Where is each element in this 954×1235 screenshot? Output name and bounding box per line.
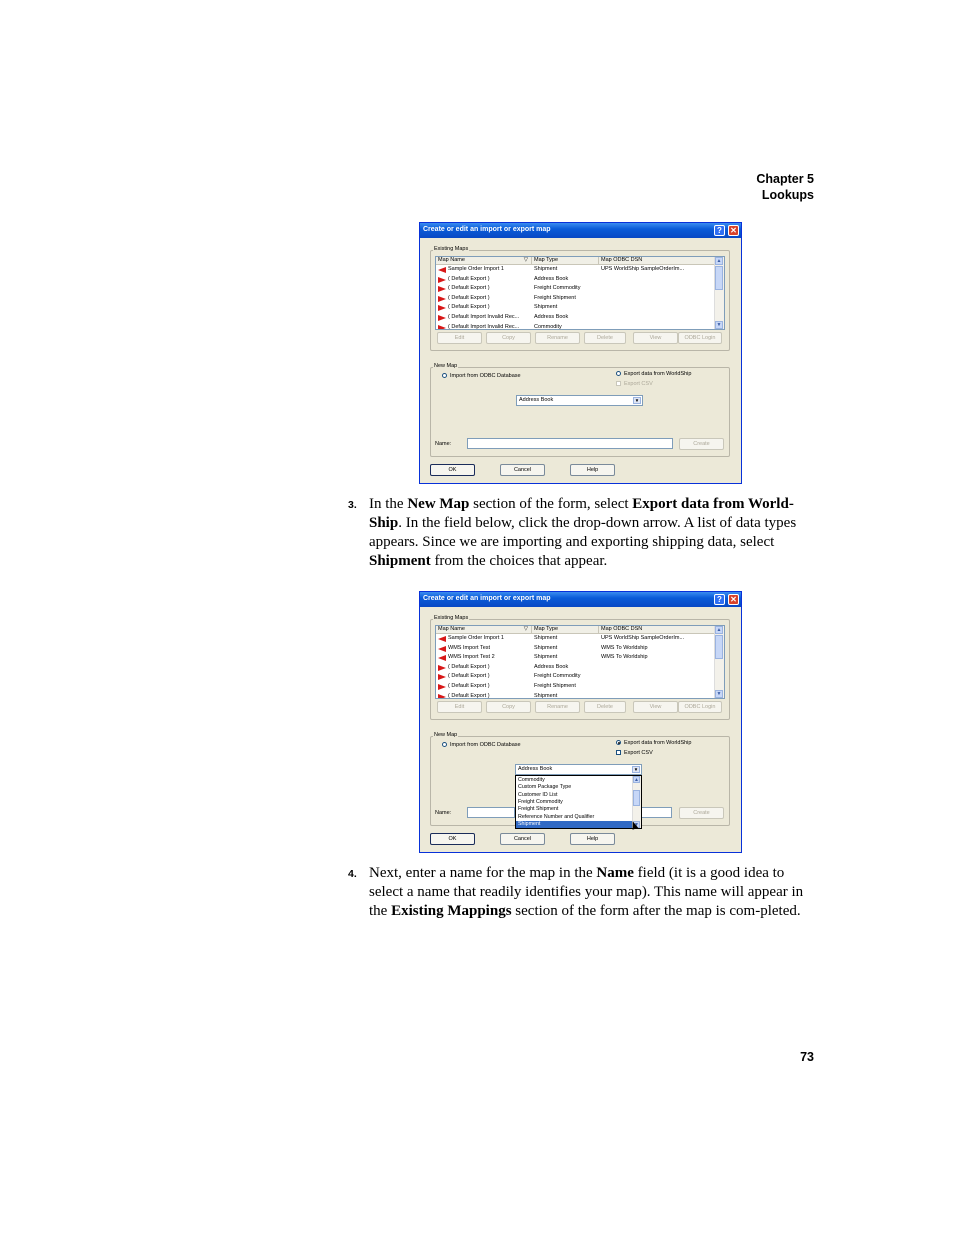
chapter-label: Chapter 5	[756, 172, 814, 186]
cell-name: ( Default Export )	[448, 683, 490, 689]
map-type-combo[interactable]: Address Book ▼	[516, 395, 643, 406]
table-row[interactable]	[436, 284, 716, 294]
radio-icon	[616, 371, 621, 376]
checkbox-icon	[616, 750, 621, 755]
cell-type: Address Book	[534, 663, 569, 670]
scroll-up-icon[interactable]: ▲	[716, 258, 722, 264]
cell-type: Freight Commodity	[534, 673, 581, 680]
scroll-down-icon[interactable]: ▼	[716, 322, 722, 328]
list-scrollbar[interactable]	[714, 626, 724, 698]
cell-dsn: UPS WorldShip SampleOrderIm...	[601, 635, 685, 641]
existing-maps-label: Existing Maps	[434, 246, 469, 252]
cell-name: ( Default Import Invalid Rec...	[448, 314, 520, 320]
table-row[interactable]	[436, 682, 716, 692]
table-row[interactable]	[436, 663, 716, 673]
scroll-down-icon[interactable]: ▼	[634, 822, 639, 828]
cell-name: Sample Order Import 1	[448, 266, 504, 272]
export-csv-checkbox[interactable]: Export CSV	[616, 750, 653, 757]
copy-button[interactable]: Copy	[486, 701, 531, 713]
cancel-button[interactable]: Cancel	[500, 833, 545, 845]
cell-dsn: WMS To Worldship	[601, 644, 648, 651]
cell-type: Address Book	[534, 275, 569, 282]
cell-name: ( Default Export )	[448, 275, 490, 282]
export-arrow-icon	[438, 286, 446, 292]
table-row[interactable]	[436, 644, 716, 654]
import-arrow-icon	[438, 267, 446, 273]
cell-type: Shipment	[534, 266, 558, 272]
cell-name: ( Default Export )	[448, 285, 490, 292]
table-row[interactable]	[436, 653, 716, 663]
map-dialog-1	[419, 222, 742, 484]
dropdown-option[interactable]: Commodity	[518, 777, 545, 783]
dropdown-option[interactable]: Freight Commodity	[518, 798, 563, 805]
table-row[interactable]	[436, 323, 716, 330]
title-bar	[420, 223, 741, 238]
ok-button[interactable]: OK	[430, 833, 475, 845]
scroll-down-icon[interactable]: ▼	[716, 691, 722, 697]
name-label: Name:	[435, 810, 452, 816]
running-header	[756, 171, 814, 203]
step-number: 3.	[348, 499, 357, 511]
step-text: Next, enter a name for the map in the Name field (it is a good idea to select a name that readily identifies your map). This name will appear in the Existing Mappings section of the form after the map is com-pleted.	[369, 865, 804, 919]
map-dialog-2	[419, 591, 742, 853]
cell-type: Shipment	[534, 304, 558, 311]
cancel-button[interactable]: Cancel	[500, 464, 545, 476]
col-header-type[interactable]: Map Type	[532, 257, 599, 265]
radio-icon	[442, 742, 447, 747]
cell-name: ( Default Export )	[448, 304, 490, 311]
delete-button[interactable]: Delete	[584, 701, 626, 713]
edit-button[interactable]: Edit	[437, 332, 482, 344]
page-number: 73	[800, 1050, 814, 1064]
col-header-dsn[interactable]: Map ODBC DSN	[599, 626, 717, 634]
cell-name: ( Default Export )	[448, 663, 490, 670]
cell-type: Address Book	[534, 314, 569, 320]
export-arrow-icon	[438, 665, 446, 671]
radio-icon	[442, 373, 447, 378]
import-arrow-icon	[438, 655, 446, 661]
export-radio[interactable]: Export data from WorldShip	[616, 371, 691, 378]
export-arrow-icon	[438, 674, 446, 680]
cell-name: WMS Import Test 2	[448, 654, 495, 661]
cell-dsn: WMS To Worldship	[601, 654, 648, 661]
scroll-up-icon[interactable]: ▲	[634, 777, 639, 783]
cell-name: ( Default Export )	[448, 692, 490, 699]
help-icon[interactable]: ?	[714, 594, 725, 605]
view-button[interactable]: View	[633, 701, 678, 713]
table-row[interactable]	[436, 634, 716, 644]
help-icon[interactable]: ?	[714, 225, 725, 236]
close-icon[interactable]: ✕	[728, 594, 739, 605]
col-header-name[interactable]: Map Name ▽	[436, 257, 532, 265]
dialog-title: Create or edit an import or export map	[423, 595, 551, 602]
cell-type: Freight Commodity	[534, 285, 581, 292]
name-input-right-part[interactable]	[642, 807, 672, 818]
table-row[interactable]	[436, 294, 716, 304]
cell-name: ( Default Export )	[448, 673, 490, 680]
col-header-dsn[interactable]: Map ODBC DSN	[599, 257, 717, 265]
create-button[interactable]: Create	[679, 807, 724, 819]
title-bar	[420, 592, 741, 607]
table-row[interactable]	[436, 672, 716, 682]
export-arrow-icon	[438, 694, 446, 699]
dropdown-arrow-icon[interactable]: ▼	[634, 398, 640, 403]
edit-button[interactable]: Edit	[437, 701, 482, 713]
export-arrow-icon	[438, 684, 446, 690]
export-arrow-icon	[438, 296, 446, 302]
cell-type: Shipment	[534, 654, 558, 661]
copy-button[interactable]: Copy	[486, 332, 531, 344]
section-label: Lookups	[761, 188, 814, 202]
dialog-title: Create or edit an import or export map	[423, 226, 551, 233]
maps-list[interactable]	[435, 256, 725, 330]
export-arrow-icon	[438, 325, 446, 330]
odbc-login-button[interactable]: ODBC Login	[678, 332, 722, 344]
import-radio[interactable]: Import from ODBC Database	[442, 742, 521, 749]
cell-type: Shipment	[534, 635, 558, 641]
table-row[interactable]	[436, 265, 716, 275]
dropdown-option[interactable]: Freight Shipment	[518, 806, 559, 813]
export-arrow-icon	[438, 277, 446, 283]
export-arrow-icon	[438, 305, 446, 311]
dropdown-option[interactable]: Shipment	[516, 821, 633, 828]
scroll-up-icon[interactable]: ▲	[716, 627, 722, 633]
delete-button[interactable]: Delete	[584, 332, 626, 344]
name-input[interactable]	[467, 438, 673, 449]
import-radio[interactable]: Import from ODBC Database	[442, 373, 521, 380]
col-header-name[interactable]: Map Name ▽	[436, 626, 532, 634]
rename-button[interactable]: Rename	[535, 701, 580, 713]
scroll-thumb[interactable]	[715, 635, 723, 659]
cell-name: ( Default Import Invalid Rec...	[448, 323, 520, 330]
col-header-type[interactable]: Map Type	[532, 626, 599, 634]
cell-type: Freight Shipment	[534, 294, 576, 301]
export-radio[interactable]: Export data from WorldShip	[616, 740, 691, 747]
help-button[interactable]: Help	[570, 833, 615, 845]
cell-type: Freight Shipment	[534, 683, 576, 689]
existing-maps-label: Existing Maps	[434, 615, 469, 621]
map-type-dropdown-list[interactable]	[515, 775, 642, 829]
view-button[interactable]: View	[633, 332, 678, 344]
name-input[interactable]	[467, 807, 515, 818]
map-type-combo[interactable]: Address Book ▼	[515, 764, 642, 775]
create-button[interactable]: Create	[679, 438, 724, 450]
list-scrollbar[interactable]	[714, 257, 724, 329]
table-row[interactable]	[436, 303, 716, 313]
step-3	[348, 495, 814, 571]
new-map-label: New Map	[434, 363, 458, 369]
step-number: 4.	[348, 868, 357, 880]
cell-name: Sample Order Import 1	[448, 635, 504, 641]
ok-button[interactable]: OK	[430, 464, 475, 476]
export-arrow-icon	[438, 315, 446, 321]
radio-selected-icon	[616, 740, 621, 745]
table-row[interactable]	[436, 313, 716, 323]
cell-name: WMS Import Test	[448, 644, 491, 651]
new-map-label: New Map	[434, 732, 458, 738]
scroll-thumb[interactable]	[633, 790, 640, 806]
cell-dsn: UPS WorldShip SampleOrderIm...	[601, 266, 685, 272]
import-arrow-icon	[438, 636, 446, 642]
checkbox-icon	[616, 381, 621, 386]
table-row[interactable]	[436, 275, 716, 285]
cell-type: Shipment	[534, 644, 558, 651]
dropdown-option[interactable]: Reference Number and Qualifier	[518, 813, 595, 820]
dropdown-arrow-icon[interactable]: ▼	[633, 767, 639, 772]
name-label: Name:	[435, 441, 452, 447]
dropdown-option[interactable]: Custom Package Type	[518, 784, 572, 791]
cell-type: Commodity	[534, 323, 562, 330]
dropdown-option[interactable]: Customer ID List	[518, 791, 558, 798]
scroll-thumb[interactable]	[715, 266, 723, 290]
odbc-login-button[interactable]: ODBC Login	[678, 701, 722, 713]
maps-list[interactable]	[435, 625, 725, 699]
step-4	[348, 864, 814, 921]
step-text: In the New Map section of the form, select Export data from World-Ship. In the field below, click the drop-down arrow. A list of data types appears. Since we are importing and exporting shipping data, select Shipment from the choices that appear.	[369, 496, 797, 569]
rename-button[interactable]: Rename	[535, 332, 580, 344]
close-icon[interactable]: ✕	[728, 225, 739, 236]
import-arrow-icon	[438, 646, 446, 652]
help-button[interactable]: Help	[570, 464, 615, 476]
export-csv-checkbox[interactable]: Export CSV	[616, 381, 653, 388]
table-row[interactable]	[436, 692, 716, 699]
cell-name: ( Default Export )	[448, 294, 490, 301]
cell-type: Shipment	[534, 692, 558, 699]
